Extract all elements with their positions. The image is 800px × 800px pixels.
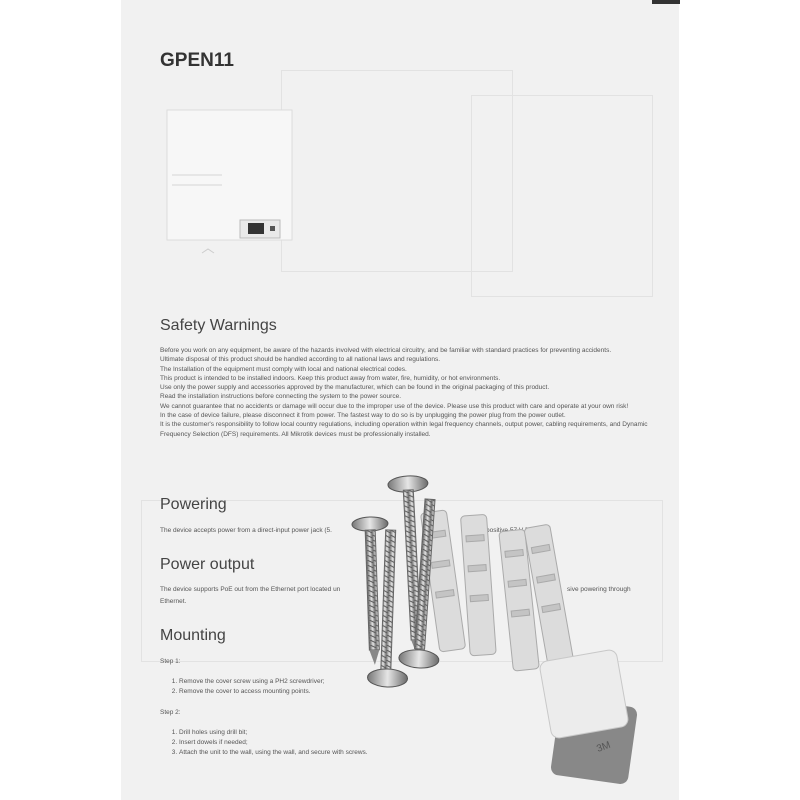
safety-warnings-text (160, 346, 650, 439)
power-output-text-left: The device supports PoE out from the Ethernet port located un (160, 586, 341, 593)
document-title: GPEN11 (160, 50, 234, 71)
power-output-text-right: sive powering through (567, 586, 631, 593)
list-item: 3. Attach the unit to the wall, using the wall, and secure with screws. (179, 748, 368, 758)
power-output-text-line2: Ethernet. (160, 598, 187, 605)
device-illustration (162, 105, 302, 255)
safety-warnings-heading: Safety Warnings (160, 317, 277, 334)
wall-dowels (420, 510, 573, 671)
list-item: 1. Drill holes using drill bit; (179, 728, 368, 738)
powering-text-left: The device accepts power from a direct-input power jack (5. (160, 527, 332, 534)
bleed-through-outline (281, 70, 513, 272)
safety-line: This product is intended to be installed indoors. Keep this product away from water, fire, humidity, or hot environments. (160, 374, 501, 382)
safety-line: In the case of device failure, please disconnect it from power. The fastest way to do so is by unplugging the power plug from the power outlet. (160, 412, 566, 420)
list-item: 2. Insert dowels if needed; (179, 738, 368, 748)
safety-line: We cannot guarantee that no accidents or damage will occur due to the improper use of the device. Please use this product with care and operate at your own risk! (160, 402, 629, 410)
mounting-heading: Mounting (160, 627, 226, 644)
step-1-label: Step 1: (160, 658, 181, 665)
safety-line: Use only the power supply and accessories approved by the manufacturer, which can be found in the original packaging of this product. (160, 384, 550, 392)
safety-line: The Installation of the equipment must comply with local and national electrical codes. (160, 365, 407, 373)
mounting-hardware-photo (330, 470, 690, 800)
adhesive-pads (539, 649, 638, 785)
powering-heading: Powering (160, 496, 227, 513)
list-item: 1. Remove the cover screw using a PH2 screwdriver; (179, 677, 325, 687)
svg-text:3M: 3M (595, 739, 613, 755)
step-2-label: Step 2: (160, 709, 181, 716)
safety-line: It is the customer's responsibility to follow local country regulations, including operation within legal frequency channels, output power, cabling requirements, and Dynamic Frequency Selection (DFS) requirements. All Mikrotik devices must be professionally installed. (160, 421, 648, 438)
corner-mark (652, 0, 680, 4)
powering-text-right: positive (486, 527, 509, 534)
list-item: 2. Remove the cover to access mounting points. (179, 687, 325, 697)
safety-line: Read the installation instructions before connecting the system to the power source. (160, 393, 401, 401)
step-1-list (160, 677, 325, 697)
power-output-heading: Power output (160, 556, 255, 573)
safety-line: Ultimate disposal of this product should be handled according to all national laws and regulations. (160, 356, 441, 364)
safety-line: Before you work on any equipment, be aware of the hazards involved with electrical circuitry, and be familiar with standard practices for preventing accidents. (160, 347, 612, 354)
